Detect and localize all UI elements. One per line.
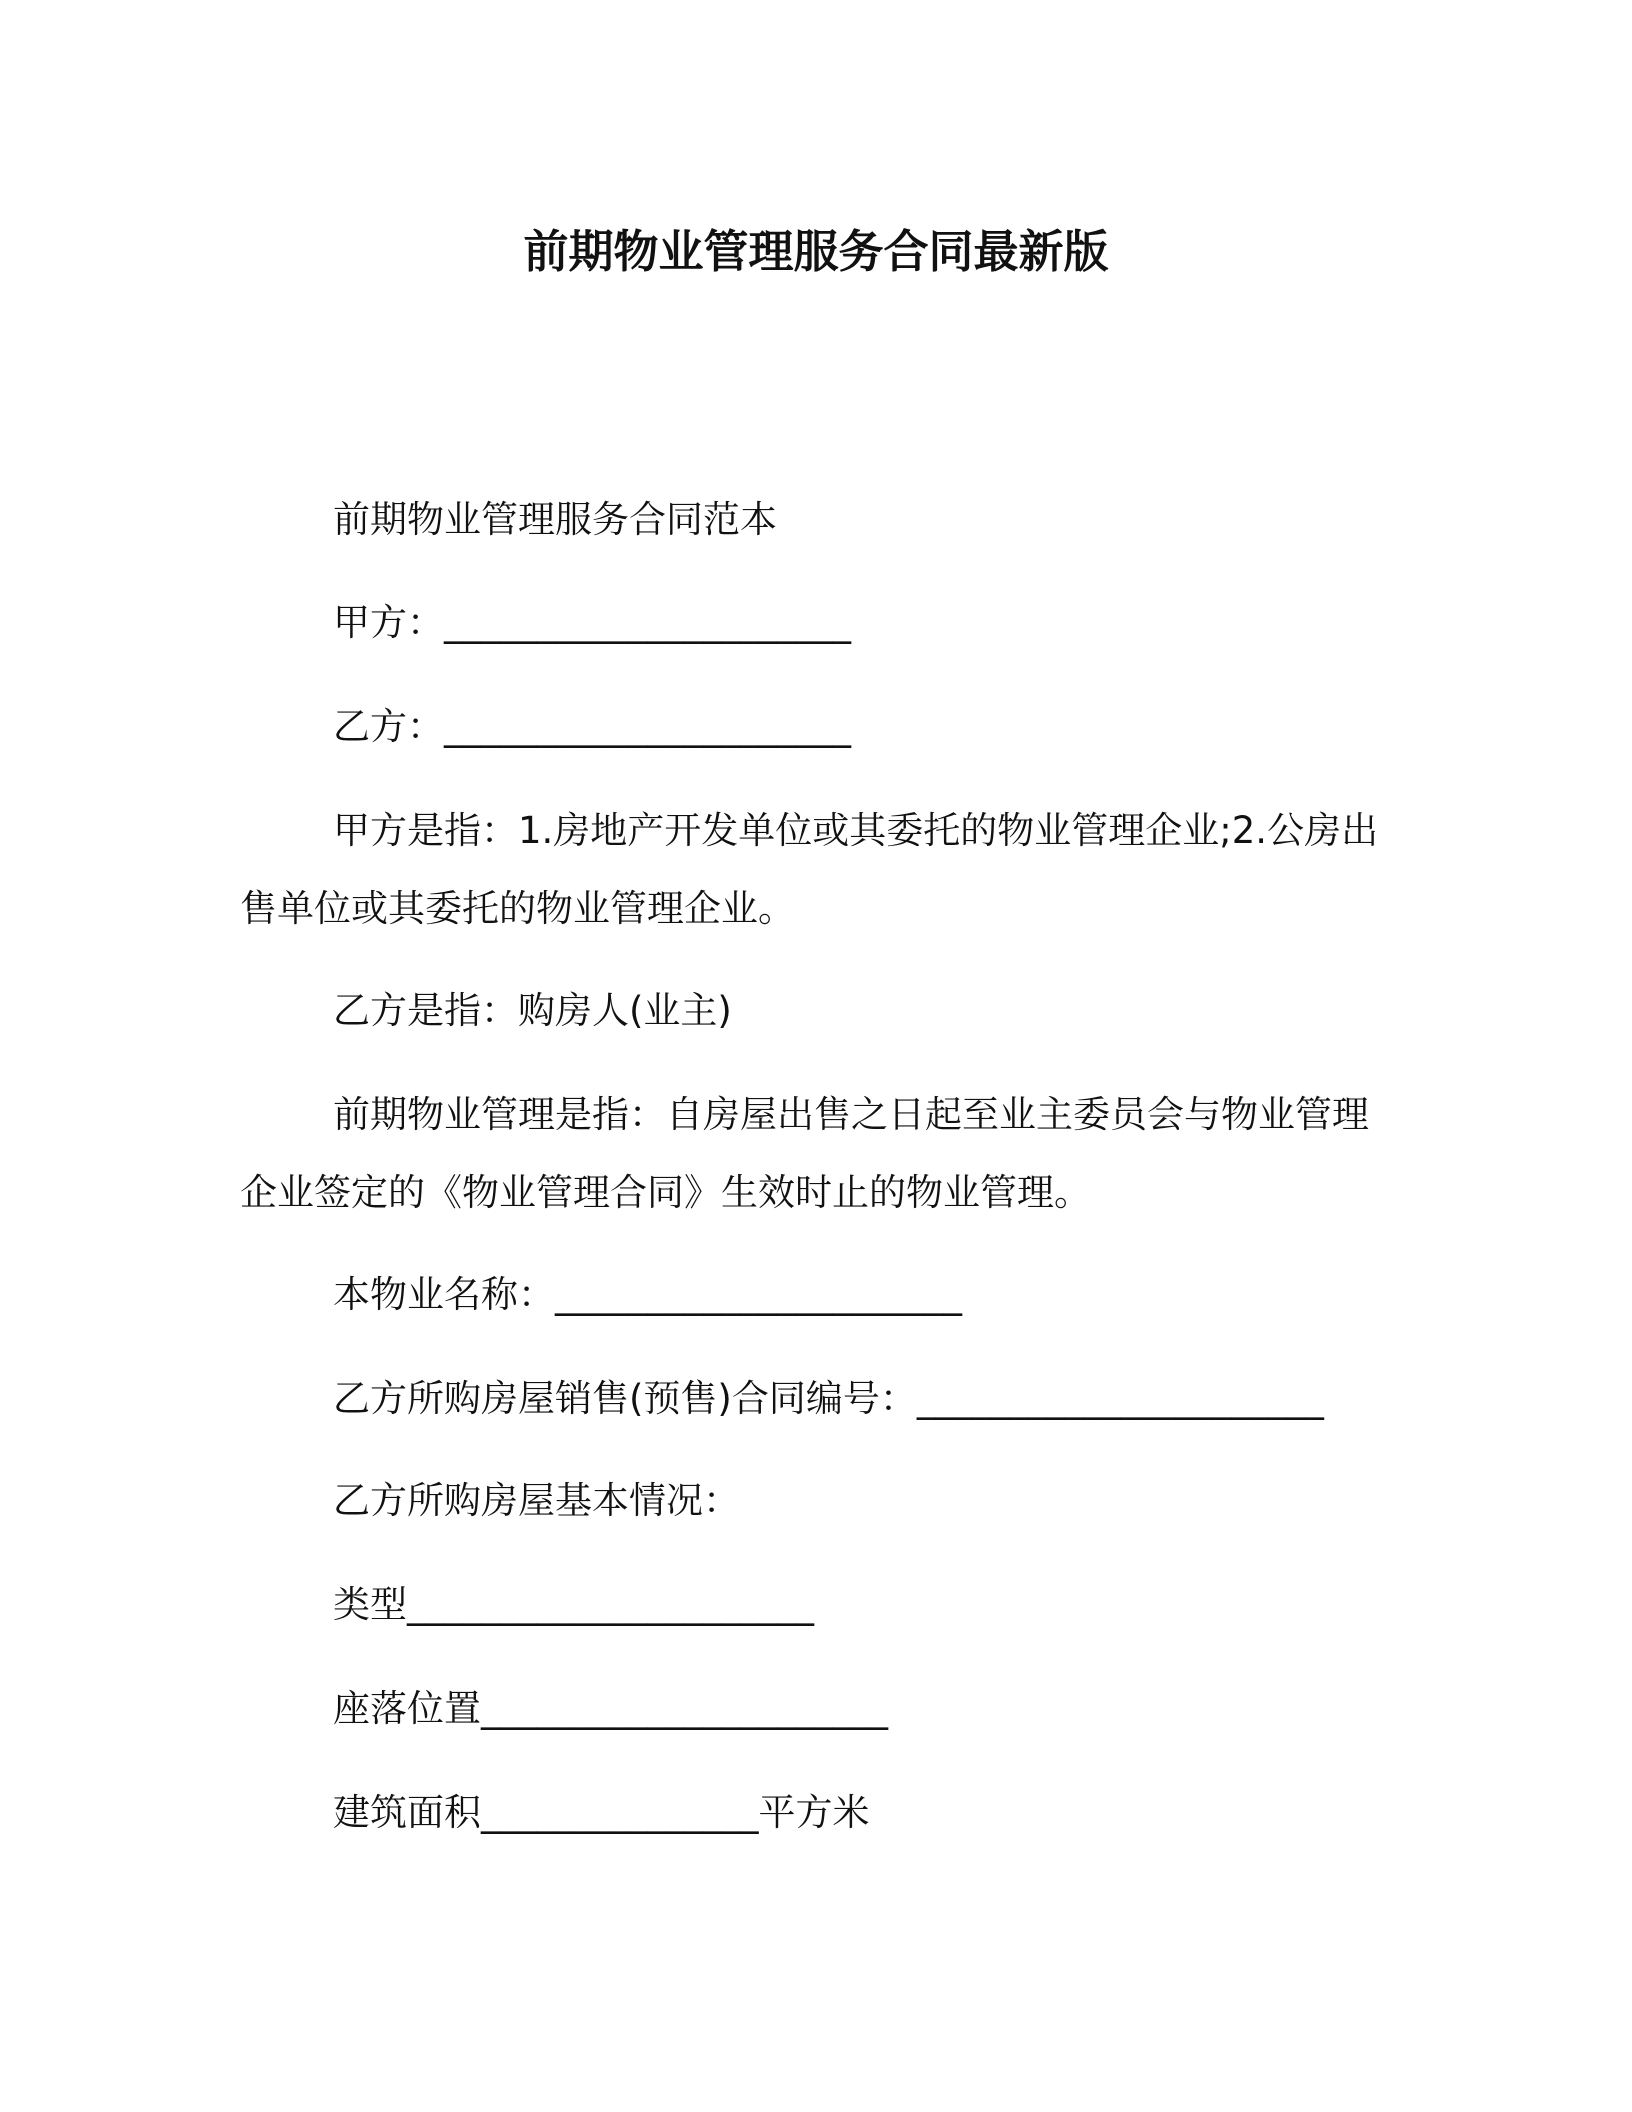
party-a-definition-line2: 售单位或其委托的物业管理企业。 — [240, 887, 795, 930]
house-type-field: 类型______________________ — [333, 1583, 814, 1626]
building-area-field: 建筑面积_______________平方米 — [333, 1791, 870, 1834]
house-info-heading: 乙方所购房屋基本情况： — [333, 1479, 740, 1522]
property-name-field: 本物业名称：______________________ — [333, 1273, 962, 1316]
party-b-definition: 乙方是指：购房人(业主) — [333, 989, 732, 1032]
document-title: 前期物业管理服务合同最新版 — [523, 225, 1109, 278]
party-a-field: 甲方：______________________ — [333, 601, 851, 644]
party-a-definition-line1: 甲方是指：1.房地产开发单位或其委托的物业管理企业;2.公房出 — [333, 809, 1379, 852]
party-b-field: 乙方：______________________ — [333, 705, 851, 748]
location-field: 座落位置______________________ — [333, 1687, 888, 1730]
contract-number-field: 乙方所购房屋销售(预售)合同编号：______________________ — [333, 1377, 1324, 1420]
document-subtitle: 前期物业管理服务合同范本 — [333, 498, 777, 541]
early-management-definition-line2: 企业签定的《物业管理合同》生效时止的物业管理。 — [240, 1171, 1091, 1214]
early-management-definition-line1: 前期物业管理是指：自房屋出售之日起至业主委员会与物业管理 — [333, 1093, 1369, 1136]
